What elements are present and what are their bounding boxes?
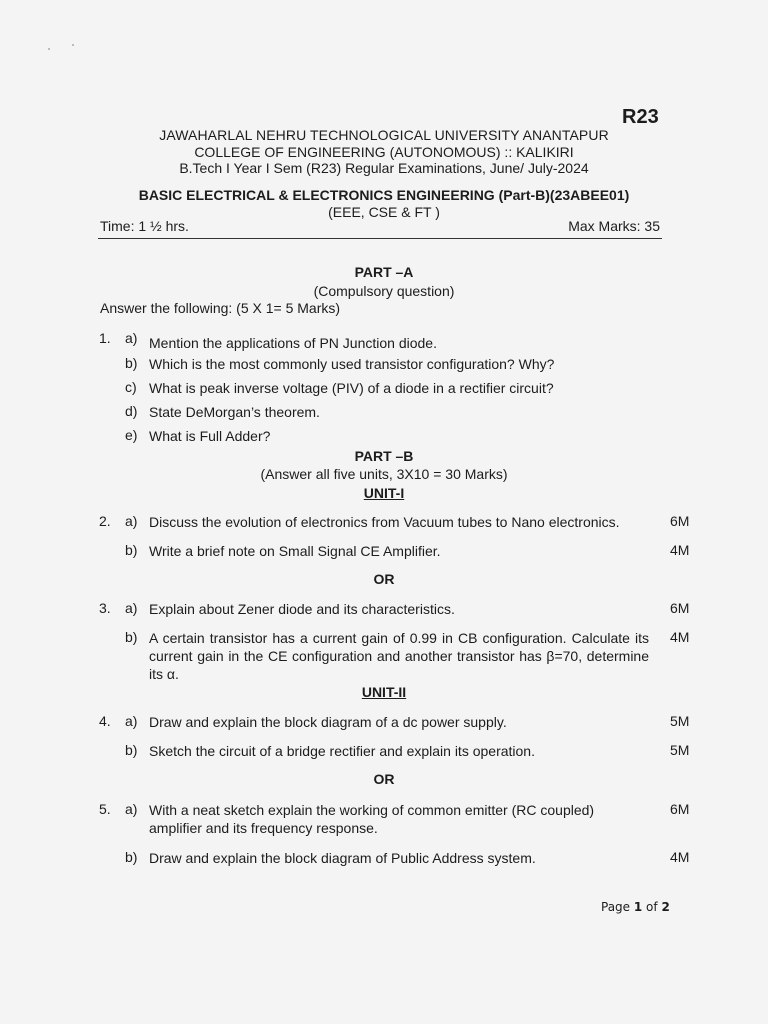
question-text: What is Full Adder? xyxy=(149,428,271,444)
question-text: What is peak inverse voltage (PIV) of a diode in a rectifier circuit? xyxy=(149,380,554,396)
question-text: State DeMorgan’s theorem. xyxy=(149,404,320,420)
marks: 4M xyxy=(670,629,690,645)
question-text: A certain transistor has a current gain of 0.99 in CB configuration. Calculate its current gain in the CE configuration and another transistor has β=70, determine its α. xyxy=(149,630,649,682)
sub-label: b) xyxy=(125,742,138,758)
unit-2-title: UNIT-II xyxy=(361,684,407,700)
scan-speck xyxy=(72,44,74,46)
question-text: Write a brief note on Small Signal CE Amplifier. xyxy=(149,543,441,559)
scan-speck xyxy=(48,48,50,50)
question-text: Draw and explain the block diagram of a dc power supply. xyxy=(149,714,507,730)
question-number: 3. xyxy=(99,600,111,616)
question-number: 1. xyxy=(99,330,111,346)
part-a-subtitle: (Compulsory question) xyxy=(313,283,455,299)
marks: 4M xyxy=(670,542,690,558)
max-marks: Max Marks: 35 xyxy=(568,218,660,234)
sub-label: b) xyxy=(125,355,138,371)
header-divider xyxy=(98,238,662,239)
question-text: Which is the most commonly used transistor configuration? Why? xyxy=(149,356,555,372)
question-text: With a neat sketch explain the working of common emitter (RC coupled) amplifier and its frequency response. xyxy=(149,802,595,836)
sub-label: c) xyxy=(125,379,137,395)
question-number: 5. xyxy=(99,801,111,817)
marks: 6M xyxy=(670,600,690,616)
question-number: 4. xyxy=(99,713,111,729)
sub-label: b) xyxy=(125,542,138,558)
part-a-title: PART –A xyxy=(354,264,414,280)
or-separator: OR xyxy=(373,771,395,787)
unit-1-title: UNIT-I xyxy=(363,485,405,501)
page-of: of xyxy=(642,900,662,914)
sub-label: a) xyxy=(125,801,138,817)
page-prefix: Page xyxy=(601,900,634,914)
page-number xyxy=(601,900,670,914)
marks: 6M xyxy=(670,513,690,529)
university-name: JAWAHARLAL NEHRU TECHNOLOGICAL UNIVERSITY ANANTAPUR xyxy=(159,127,609,143)
regulation-code: R23 xyxy=(622,106,659,128)
sub-label: d) xyxy=(125,403,138,419)
marks: 4M xyxy=(670,849,690,865)
branches: (EEE, CSE & FT ) xyxy=(328,204,440,220)
question-text: Discuss the evolution of electronics from Vacuum tubes to Nano electronics. xyxy=(149,514,620,530)
question-text: Explain about Zener diode and its characteristics. xyxy=(149,601,455,617)
sub-label: a) xyxy=(125,330,138,346)
sub-label: a) xyxy=(125,600,138,616)
page-current: 1 xyxy=(633,900,643,914)
college-name: COLLEGE OF ENGINEERING (AUTONOMOUS) :: KALIKIRI xyxy=(194,144,574,160)
part-b-title: PART –B xyxy=(354,448,414,464)
sub-label: e) xyxy=(125,427,138,443)
exam-title: B.Tech I Year I Sem (R23) Regular Examinations, June/ July-2024 xyxy=(179,160,589,176)
page-total: 2 xyxy=(661,900,670,914)
marks: 6M xyxy=(670,801,690,817)
part-b-instruction: (Answer all five units, 3X10 = 30 Marks) xyxy=(260,466,508,482)
exam-time: Time: 1 ½ hrs. xyxy=(100,218,189,234)
sub-label: b) xyxy=(125,629,138,645)
question-text: Draw and explain the block diagram of Public Address system. xyxy=(149,850,536,866)
sub-label: a) xyxy=(125,713,138,729)
or-separator: OR xyxy=(373,571,395,587)
marks: 5M xyxy=(670,713,690,729)
part-a-instruction: Answer the following: (5 X 1= 5 Marks) xyxy=(100,300,341,316)
marks: 5M xyxy=(670,742,690,758)
subject-title: BASIC ELECTRICAL & ELECTRONICS ENGINEERING (Part-B)(23ABEE01) xyxy=(138,187,630,203)
sub-label: a) xyxy=(125,513,138,529)
question-text: Sketch the circuit of a bridge rectifier and explain its operation. xyxy=(149,743,535,759)
question-number: 2. xyxy=(99,513,111,529)
question-text: Mention the applications of PN Junction diode. xyxy=(149,335,437,351)
sub-label: b) xyxy=(125,849,138,865)
